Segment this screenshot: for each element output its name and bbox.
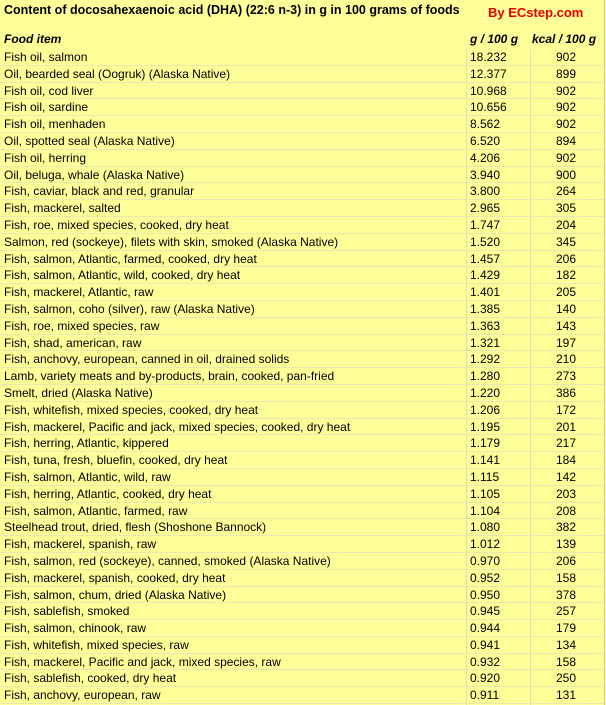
- cell-g-per-100g[interactable]: 1.363: [470, 318, 501, 333]
- cell-food-item[interactable]: Fish, mackerel, spanish, cooked, dry heat: [4, 570, 226, 585]
- brand-label: By ECstep.com: [488, 5, 584, 20]
- cell-g-per-100g[interactable]: 8.562: [470, 117, 501, 132]
- table-row[interactable]: [0, 150, 604, 167]
- column-header-food[interactable]: Food item: [4, 32, 62, 46]
- cell-food-item[interactable]: Fish oil, cod liver: [4, 83, 94, 98]
- cell-g-per-100g[interactable]: 1.747: [470, 217, 501, 232]
- cell-g-per-100g[interactable]: 0.911: [470, 688, 500, 703]
- cell-g-per-100g[interactable]: 1.292: [470, 352, 501, 367]
- cell-food-item[interactable]: Fish, shad, american, raw: [4, 335, 142, 350]
- cell-food-item[interactable]: Fish, mackerel, Pacific and jack, mixed species, cooked, dry heat: [4, 419, 351, 434]
- cell-kcal-per-100g[interactable]: 172: [555, 402, 577, 417]
- table-row[interactable]: [0, 637, 604, 654]
- cell-food-item[interactable]: Fish, salmon, coho (silver), raw (Alaska Native): [4, 301, 255, 316]
- title-row: [0, 0, 604, 30]
- table-header: [0, 30, 604, 47]
- cell-food-item[interactable]: Fish, anchovy, european, canned in oil, drained solids: [4, 352, 290, 367]
- cell-g-per-100g[interactable]: 1.080: [470, 520, 501, 535]
- cell-g-per-100g[interactable]: 1.115: [470, 469, 500, 484]
- table-row[interactable]: [0, 368, 604, 385]
- cell-g-per-100g[interactable]: 10.656: [470, 100, 507, 115]
- cell-food-item[interactable]: Fish, salmon, red (sockeye), canned, smoked (Alaska Native): [4, 553, 331, 568]
- table-row[interactable]: [0, 217, 604, 234]
- table-row[interactable]: [0, 284, 604, 301]
- cell-kcal-per-100g[interactable]: 182: [555, 268, 577, 283]
- table-row[interactable]: [0, 687, 604, 704]
- cell-g-per-100g[interactable]: 1.179: [470, 436, 501, 451]
- cell-kcal-per-100g[interactable]: 902: [555, 83, 577, 98]
- cell-g-per-100g[interactable]: 1.012: [470, 537, 501, 552]
- cell-food-item[interactable]: Fish, mackerel, salted: [4, 201, 121, 216]
- table-row[interactable]: [0, 419, 604, 436]
- cell-kcal-per-100g[interactable]: 203: [555, 486, 577, 501]
- table-row[interactable]: [0, 99, 604, 116]
- table-row[interactable]: [0, 200, 604, 217]
- cell-g-per-100g[interactable]: 0.970: [470, 553, 501, 568]
- cell-food-item[interactable]: Fish, salmon, Atlantic, wild, raw: [4, 469, 171, 484]
- cell-kcal-per-100g[interactable]: 257: [555, 604, 577, 619]
- column-header-kcal-per-100g[interactable]: kcal / 100 g: [532, 32, 597, 46]
- table-row[interactable]: [0, 402, 604, 419]
- table-row[interactable]: [0, 351, 604, 368]
- cell-kcal-per-100g[interactable]: 902: [555, 150, 577, 165]
- table-row[interactable]: [0, 536, 604, 553]
- cell-g-per-100g[interactable]: 1.429: [470, 268, 501, 283]
- cell-food-item[interactable]: Fish, whitefish, mixed species, cooked, dry heat: [4, 402, 259, 417]
- cell-food-item[interactable]: Salmon, red (sockeye), filets with skin, smoked (Alaska Native): [4, 234, 339, 249]
- cell-g-per-100g[interactable]: 1.104: [470, 503, 501, 518]
- cell-food-item[interactable]: Fish, salmon, chum, dried (Alaska Native): [4, 587, 227, 602]
- cell-g-per-100g[interactable]: 1.457: [470, 251, 501, 266]
- table-row[interactable]: [0, 301, 604, 318]
- cell-food-item[interactable]: Fish, salmon, Atlantic, farmed, raw: [4, 503, 188, 518]
- cell-kcal-per-100g[interactable]: 184: [555, 453, 577, 468]
- cell-g-per-100g[interactable]: 12.377: [470, 66, 507, 81]
- cell-food-item[interactable]: Fish, whitefish, mixed species, raw: [4, 637, 189, 652]
- table-row[interactable]: [0, 503, 604, 520]
- cell-food-item[interactable]: Fish, roe, mixed species, raw: [4, 318, 160, 333]
- cell-g-per-100g[interactable]: 1.520: [470, 234, 501, 249]
- cell-g-per-100g[interactable]: 1.385: [470, 301, 501, 316]
- table-row[interactable]: [0, 183, 604, 200]
- cell-kcal-per-100g[interactable]: 134: [555, 637, 577, 652]
- cell-kcal-per-100g[interactable]: 143: [555, 318, 577, 333]
- cell-kcal-per-100g[interactable]: 158: [555, 570, 577, 585]
- table-row[interactable]: [0, 620, 604, 637]
- cell-kcal-per-100g[interactable]: 142: [555, 469, 577, 484]
- cell-kcal-per-100g[interactable]: 902: [555, 100, 577, 115]
- table-row[interactable]: [0, 167, 604, 184]
- cell-food-item[interactable]: Fish, herring, Atlantic, cooked, dry heat: [4, 486, 212, 501]
- cell-g-per-100g[interactable]: 0.920: [470, 671, 501, 686]
- cell-g-per-100g[interactable]: 1.280: [470, 369, 501, 384]
- table-row[interactable]: [0, 251, 604, 268]
- column-header-g-per-100g[interactable]: g / 100 g: [470, 32, 519, 46]
- cell-kcal-per-100g[interactable]: 305: [555, 201, 577, 216]
- table-row[interactable]: [0, 335, 604, 352]
- cell-food-item[interactable]: Fish, mackerel, Atlantic, raw: [4, 285, 154, 300]
- table-row[interactable]: [0, 318, 604, 335]
- cell-kcal-per-100g[interactable]: 131: [555, 688, 577, 703]
- cell-kcal-per-100g[interactable]: 902: [555, 50, 577, 64]
- cell-kcal-per-100g[interactable]: 197: [555, 335, 577, 350]
- cell-g-per-100g[interactable]: 3.800: [470, 184, 501, 199]
- cell-food-item[interactable]: Smelt, dried (Alaska Native): [4, 385, 153, 400]
- page-title: Content of docosahexaenoic acid (DHA) (22:6 n-3) in g in 100 grams of foods: [4, 3, 460, 17]
- cell-kcal-per-100g[interactable]: 273: [555, 369, 577, 384]
- cell-kcal-per-100g[interactable]: 208: [555, 503, 577, 518]
- cell-kcal-per-100g[interactable]: 205: [555, 285, 577, 300]
- table-row[interactable]: [0, 587, 604, 604]
- cell-g-per-100g[interactable]: 0.952: [470, 570, 501, 585]
- table-row[interactable]: [0, 49, 604, 66]
- cell-food-item[interactable]: Fish, salmon, Atlantic, farmed, cooked, dry heat: [4, 251, 257, 266]
- cell-food-item[interactable]: Fish oil, herring: [4, 150, 87, 165]
- cell-food-item[interactable]: Fish, tuna, fresh, bluefin, cooked, dry heat: [4, 453, 228, 468]
- table-row[interactable]: [0, 234, 604, 251]
- cell-g-per-100g[interactable]: 0.941: [470, 637, 501, 652]
- cell-g-per-100g[interactable]: 0.945: [470, 604, 501, 619]
- cell-g-per-100g[interactable]: 1.220: [470, 385, 501, 400]
- cell-g-per-100g[interactable]: 3.940: [470, 167, 501, 182]
- cell-g-per-100g[interactable]: 2.965: [470, 201, 501, 216]
- cell-g-per-100g[interactable]: 1.401: [470, 285, 501, 300]
- table-row[interactable]: [0, 133, 604, 150]
- cell-food-item[interactable]: Fish, sablefish, smoked: [4, 604, 130, 619]
- table-row[interactable]: [0, 452, 604, 469]
- cell-g-per-100g[interactable]: 0.932: [470, 654, 501, 669]
- table-row[interactable]: [0, 435, 604, 452]
- table-row[interactable]: [0, 66, 604, 83]
- cell-kcal-per-100g[interactable]: 206: [555, 251, 577, 266]
- cell-food-item[interactable]: Fish, caviar, black and red, granular: [4, 184, 195, 199]
- table-row[interactable]: [0, 486, 604, 503]
- table-row[interactable]: [0, 267, 604, 284]
- cell-food-item[interactable]: Steelhead trout, dried, flesh (Shoshone Bannock): [4, 520, 267, 535]
- cell-food-item[interactable]: Fish, mackerel, Pacific and jack, mixed species, raw: [4, 654, 281, 669]
- table-row[interactable]: [0, 603, 604, 620]
- cell-g-per-100g[interactable]: 6.520: [470, 133, 501, 148]
- cell-kcal-per-100g[interactable]: 378: [555, 587, 577, 602]
- table-row[interactable]: [0, 654, 604, 671]
- cell-kcal-per-100g[interactable]: 139: [555, 537, 577, 552]
- cell-food-item[interactable]: Lamb, variety meats and by-products, brain, cooked, pan-fried: [4, 369, 335, 384]
- cell-g-per-100g[interactable]: 1.206: [470, 402, 501, 417]
- cell-food-item[interactable]: Oil, beluga, whale (Alaska Native): [4, 167, 185, 182]
- cell-kcal-per-100g[interactable]: 204: [555, 217, 577, 232]
- cell-kcal-per-100g[interactable]: 894: [555, 133, 577, 148]
- cell-kcal-per-100g[interactable]: 899: [555, 66, 577, 81]
- table-row[interactable]: [0, 83, 604, 100]
- cell-kcal-per-100g[interactable]: 140: [555, 301, 577, 316]
- cell-kcal-per-100g[interactable]: 206: [555, 553, 577, 568]
- cell-food-item[interactable]: Fish, sablefish, cooked, dry heat: [4, 671, 177, 686]
- cell-food-item[interactable]: Fish, roe, mixed species, cooked, dry heat: [4, 217, 229, 232]
- cell-food-item[interactable]: Oil, bearded seal (Oogruk) (Alaska Native): [4, 66, 231, 81]
- cell-g-per-100g[interactable]: 1.141: [470, 453, 501, 468]
- cell-kcal-per-100g[interactable]: 158: [555, 654, 577, 669]
- cell-kcal-per-100g[interactable]: 386: [555, 385, 577, 400]
- table-row[interactable]: [0, 553, 604, 570]
- cell-kcal-per-100g[interactable]: 201: [555, 419, 577, 434]
- cell-kcal-per-100g[interactable]: 345: [555, 234, 577, 249]
- cell-kcal-per-100g[interactable]: 210: [555, 352, 577, 367]
- cell-kcal-per-100g[interactable]: 382: [555, 520, 577, 535]
- cell-g-per-100g[interactable]: 1.105: [470, 486, 501, 501]
- cell-g-per-100g[interactable]: 18.232: [470, 50, 507, 64]
- table-row[interactable]: [0, 469, 604, 486]
- cell-kcal-per-100g[interactable]: 250: [555, 671, 577, 686]
- cell-food-item[interactable]: Fish, salmon, Atlantic, wild, cooked, dry heat: [4, 268, 241, 283]
- cell-g-per-100g[interactable]: 0.944: [470, 621, 501, 636]
- cell-g-per-100g[interactable]: 0.950: [470, 587, 501, 602]
- cell-food-item[interactable]: Fish, salmon, chinook, raw: [4, 621, 147, 636]
- table-body: [0, 49, 604, 704]
- cell-kcal-per-100g[interactable]: 902: [555, 117, 577, 132]
- cell-food-item[interactable]: Fish oil, sardine: [4, 100, 89, 115]
- cell-g-per-100g[interactable]: 10.968: [470, 83, 507, 98]
- cell-food-item[interactable]: Oil, spotted seal (Alaska Native): [4, 133, 175, 148]
- table-row[interactable]: [0, 570, 604, 587]
- cell-g-per-100g[interactable]: 1.195: [470, 419, 501, 434]
- cell-g-per-100g[interactable]: 1.321: [470, 335, 501, 350]
- cell-food-item[interactable]: Fish oil, salmon: [4, 50, 88, 64]
- cell-g-per-100g[interactable]: 4.206: [470, 150, 501, 165]
- cell-kcal-per-100g[interactable]: 900: [555, 167, 577, 182]
- table-row[interactable]: [0, 519, 604, 536]
- cell-food-item[interactable]: Fish oil, menhaden: [4, 117, 106, 132]
- cell-food-item[interactable]: Fish, herring, Atlantic, kippered: [4, 436, 169, 451]
- table-row[interactable]: [0, 385, 604, 402]
- cell-kcal-per-100g[interactable]: 217: [555, 436, 577, 451]
- table-row[interactable]: [0, 670, 604, 687]
- cell-kcal-per-100g[interactable]: 179: [555, 621, 577, 636]
- cell-food-item[interactable]: Fish, anchovy, european, raw: [4, 688, 161, 703]
- cell-food-item[interactable]: Fish, mackerel, spanish, raw: [4, 537, 157, 552]
- table-row[interactable]: [0, 116, 604, 133]
- cell-kcal-per-100g[interactable]: 264: [555, 184, 577, 199]
